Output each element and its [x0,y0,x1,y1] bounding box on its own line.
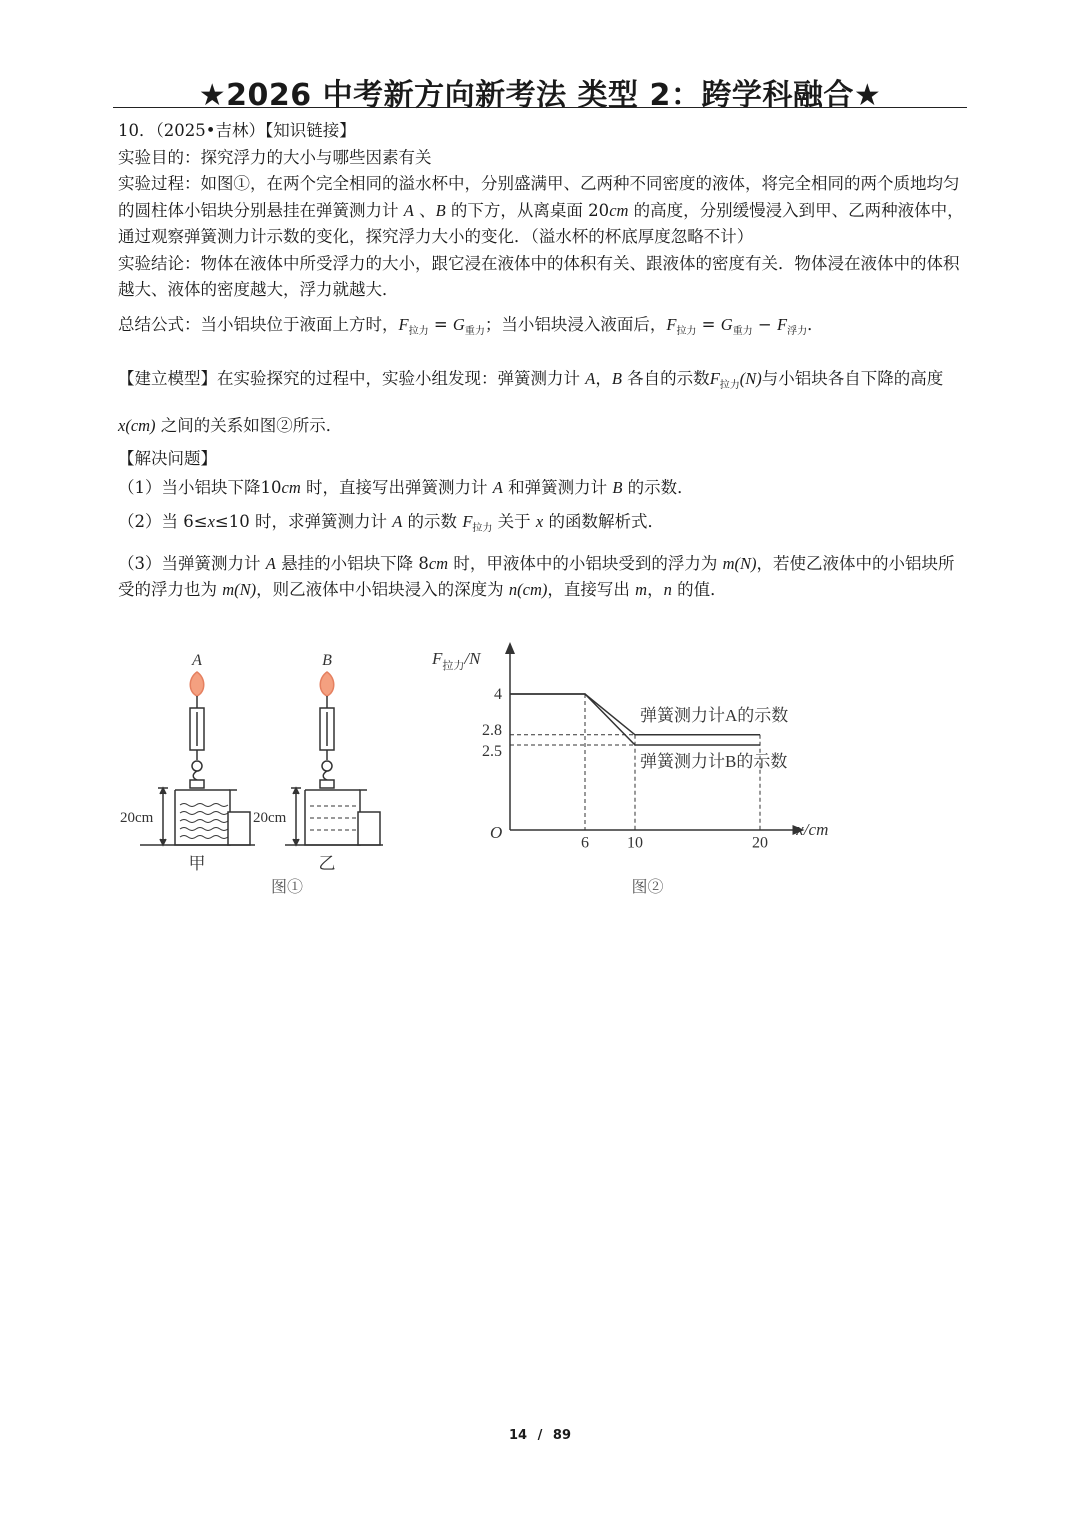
liquid-label-yi: 乙 [318,854,336,873]
summary-formula [118,312,968,346]
var-a: A [403,200,414,220]
title-underline [113,107,967,108]
aluminum-block-b [320,780,334,788]
experiment-conclusion: 实验结论：物体在液体中所受浮力的大小，跟它浸在液体中的体积有关、跟液体的密度有关．物体浸在液体中的体积越大、液体的密度越大，浮力就越大． [118,253,960,299]
process-text-2: 的下方，从离桌面 20 [445,200,610,220]
figure-1 [120,652,383,896]
q3-b: 悬挂的小铝块下降 8 [275,553,429,573]
q1-c: 和弹簧测力计 [502,477,613,497]
model-text-2: 各自的示数 [621,369,710,388]
problem-source: 10．（2025•吉林）【知识链接】 [118,121,356,140]
formula-f-2: F [666,314,677,334]
q2-a: （2）当 6≤ [118,512,208,531]
formula-sub-weight-2: 重力 [732,325,753,337]
solve-title: 【解决问题】 [118,449,217,468]
formula-sub-pull-2: 拉力 [676,325,697,337]
figures [100,640,860,910]
series-label-b: 弹簧测力计B的示数 [640,752,788,771]
model-text-3: 与小铝块各自下降的高度 [761,369,944,388]
q3-h: 的值． [671,580,727,599]
problem-body [118,118,968,604]
y-tick-label: 2.5 [482,743,502,760]
model-unit: (N) [739,369,762,388]
q3-m3: m [635,580,648,599]
figure-1-caption: 图① [270,879,304,896]
aluminum-block-a [190,780,204,788]
q2-e: 的函数解析式． [543,512,664,531]
y-tick-label: 2.8 [482,721,502,739]
q3-cm-unit: (cm) [517,580,548,599]
figure-2-caption: 图② [631,879,664,896]
formula-f-3: F [777,314,788,334]
formula-lead: 总结公式：当小铝块位于液面上方时， [118,314,399,334]
q3-n2: n [663,580,672,599]
q2-x2: x [535,512,544,531]
experiment-purpose: 实验目的：探究浮力的大小与哪些因素有关 [118,147,432,167]
origin-label: O [490,823,503,842]
model-f: F [709,369,720,388]
q2-sub: 拉力 [472,523,493,534]
q3-e: ，则乙液体中小铝块浸入的深度为 [256,580,509,599]
x-tick-label: 10 [627,834,643,852]
label-a: A [192,652,202,669]
experiment-process [118,171,968,251]
formula-sub-weight: 重力 [464,325,485,337]
y-tick-label: 4 [494,686,502,703]
q1-cm: cm [281,477,301,497]
formula-sub-buoy: 浮力 [787,325,808,337]
q3-n-unit2: (N) [234,580,257,599]
model-text-4: 之间的关系如图②所示． [155,416,343,435]
q3-n: n [508,580,518,599]
y-axis-label [431,649,482,672]
question-2 [118,509,968,543]
x-tick-label: 6 [581,834,589,852]
figure-2-chart [431,642,828,896]
q1-b: 时，直接写出弹簧测力计 [300,477,493,497]
q1-var-b: B [612,477,623,497]
formula-sub-pull: 拉力 [408,325,429,337]
q2-var-a: A [392,512,403,531]
formula-g: G [452,314,465,334]
formula-mid: ；当小铝块浸入液面后， [484,314,667,334]
q2-f: F [462,512,473,531]
model-section [118,359,968,446]
q3-m2: m [222,580,235,599]
x-tick-label: 20 [752,834,768,852]
x-axis-label: x/cm [796,820,829,839]
q3-a: （3）当弹簧测力计 [118,553,266,573]
q3-g: ， [647,580,664,599]
series-label-a: 弹簧测力计A的示数 [640,705,789,725]
overflow-cup-b [358,812,380,845]
unit-cm: cm [609,200,629,220]
y-axis-arrow [505,642,515,654]
question-1 [118,475,968,502]
model-text-1: 【建立模型】在实验探究的过程中，实验小组发现：弹簧测力计 [118,369,586,388]
q3-c: 时，甲液体中的小铝块受到的浮力为 [448,553,723,573]
q3-f: ，直接写出 [547,580,636,599]
q1-var-a: A [492,477,503,497]
var-b: B [435,200,446,220]
model-var-b: B [611,369,622,388]
q1-a: （1）当小铝块下降10 [118,477,282,497]
total-pages: 89 [552,1428,571,1443]
y-label-unit: /N [464,649,481,668]
q3-var-a: A [265,553,276,573]
process-text-1: 实验过程：如图①，在两个完全相同的溢水杯中，分别盛满甲、乙两种不同密度的液体，将完全相同的两个质地均匀的圆柱体小铝块分别悬挂在弹簧测力计 [118,174,960,220]
model-x: x [118,416,126,435]
q3-cm: cm [428,553,449,573]
model-sub: 拉力 [719,380,740,391]
overflow-cup-a [228,812,250,845]
height-label-a: 20cm [120,810,154,826]
q2-x: x [207,512,215,531]
q2-b: ≤10 时，求弹簧测力计 [214,512,393,531]
formula-eq: = [428,314,453,334]
formula-end: ． [807,314,824,334]
hand-icon-a [190,672,204,696]
q3-n-unit: (N) [734,553,757,573]
process-text-3: 的高度，分别缓慢浸入到甲、乙两种液体中，通过观察弹簧测力计示数的变化，探究浮力大小的变化．（溢水杯的杯底厚度忽略不计） [118,200,964,246]
liquid-label-jia: 甲 [188,854,206,873]
y-label-sub: 拉力 [442,659,465,672]
process-sep: 、 [413,200,436,220]
hand-icon-b [320,672,334,696]
model-xunit: (cm) [125,416,156,435]
formula-eq-2: = [696,314,721,334]
q3-m: m [722,553,735,573]
formula-g-2: G [720,314,733,334]
formula-f: F [398,314,409,334]
q2-d: 关于 [492,512,536,531]
page-separator: / [537,1428,543,1443]
page-title: ★2026 中考新方向新考法 类型 2：跨学科融合★ [198,78,882,113]
q3-d: ，若使乙液体中的小铝块所受的浮力也为 [118,553,955,599]
q1-d: 的示数． [622,477,694,497]
model-var-a: A [585,369,596,388]
q2-c: 的示数 [402,512,463,531]
question-3 [118,551,968,604]
page-footer [0,1428,1080,1443]
model-sep: ， [595,369,612,388]
label-b: B [322,652,332,669]
page-number: 14 [509,1428,528,1443]
formula-minus: − [752,314,778,334]
y-label-f: F [432,649,443,668]
height-label-b: 20cm [253,810,287,826]
